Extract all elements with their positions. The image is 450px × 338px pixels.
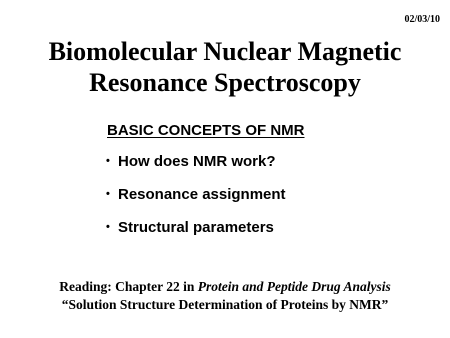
bullet-item [106, 152, 286, 171]
bullet-text: Resonance assignment [118, 186, 286, 203]
bullet-text: Structural parameters [118, 219, 274, 236]
reading-prefix: Reading: Chapter 22 in [59, 279, 198, 294]
bullet-icon: • [106, 221, 110, 233]
bullet-item [106, 218, 286, 237]
bullet-icon: • [106, 188, 110, 200]
slide-date: 02/03/10 [404, 14, 440, 25]
reading-line-2: “Solution Structure Determination of Proteins by NMR” [61, 297, 389, 312]
slide-title-line-2: Resonance Spectroscopy [89, 68, 361, 97]
reading-reference [0, 278, 450, 314]
slide-title-line-1: Biomolecular Nuclear Magnetic [48, 37, 402, 66]
bullet-item [106, 185, 286, 204]
slide-title [0, 36, 450, 98]
bullet-icon: • [106, 155, 110, 167]
bullet-text: How does NMR work? [118, 153, 276, 170]
bullet-list [106, 152, 286, 251]
section-heading: BASIC CONCEPTS OF NMR [107, 122, 305, 139]
reading-book-title: Protein and Peptide Drug Analysis [197, 279, 391, 294]
reading-line-1 [0, 278, 450, 296]
